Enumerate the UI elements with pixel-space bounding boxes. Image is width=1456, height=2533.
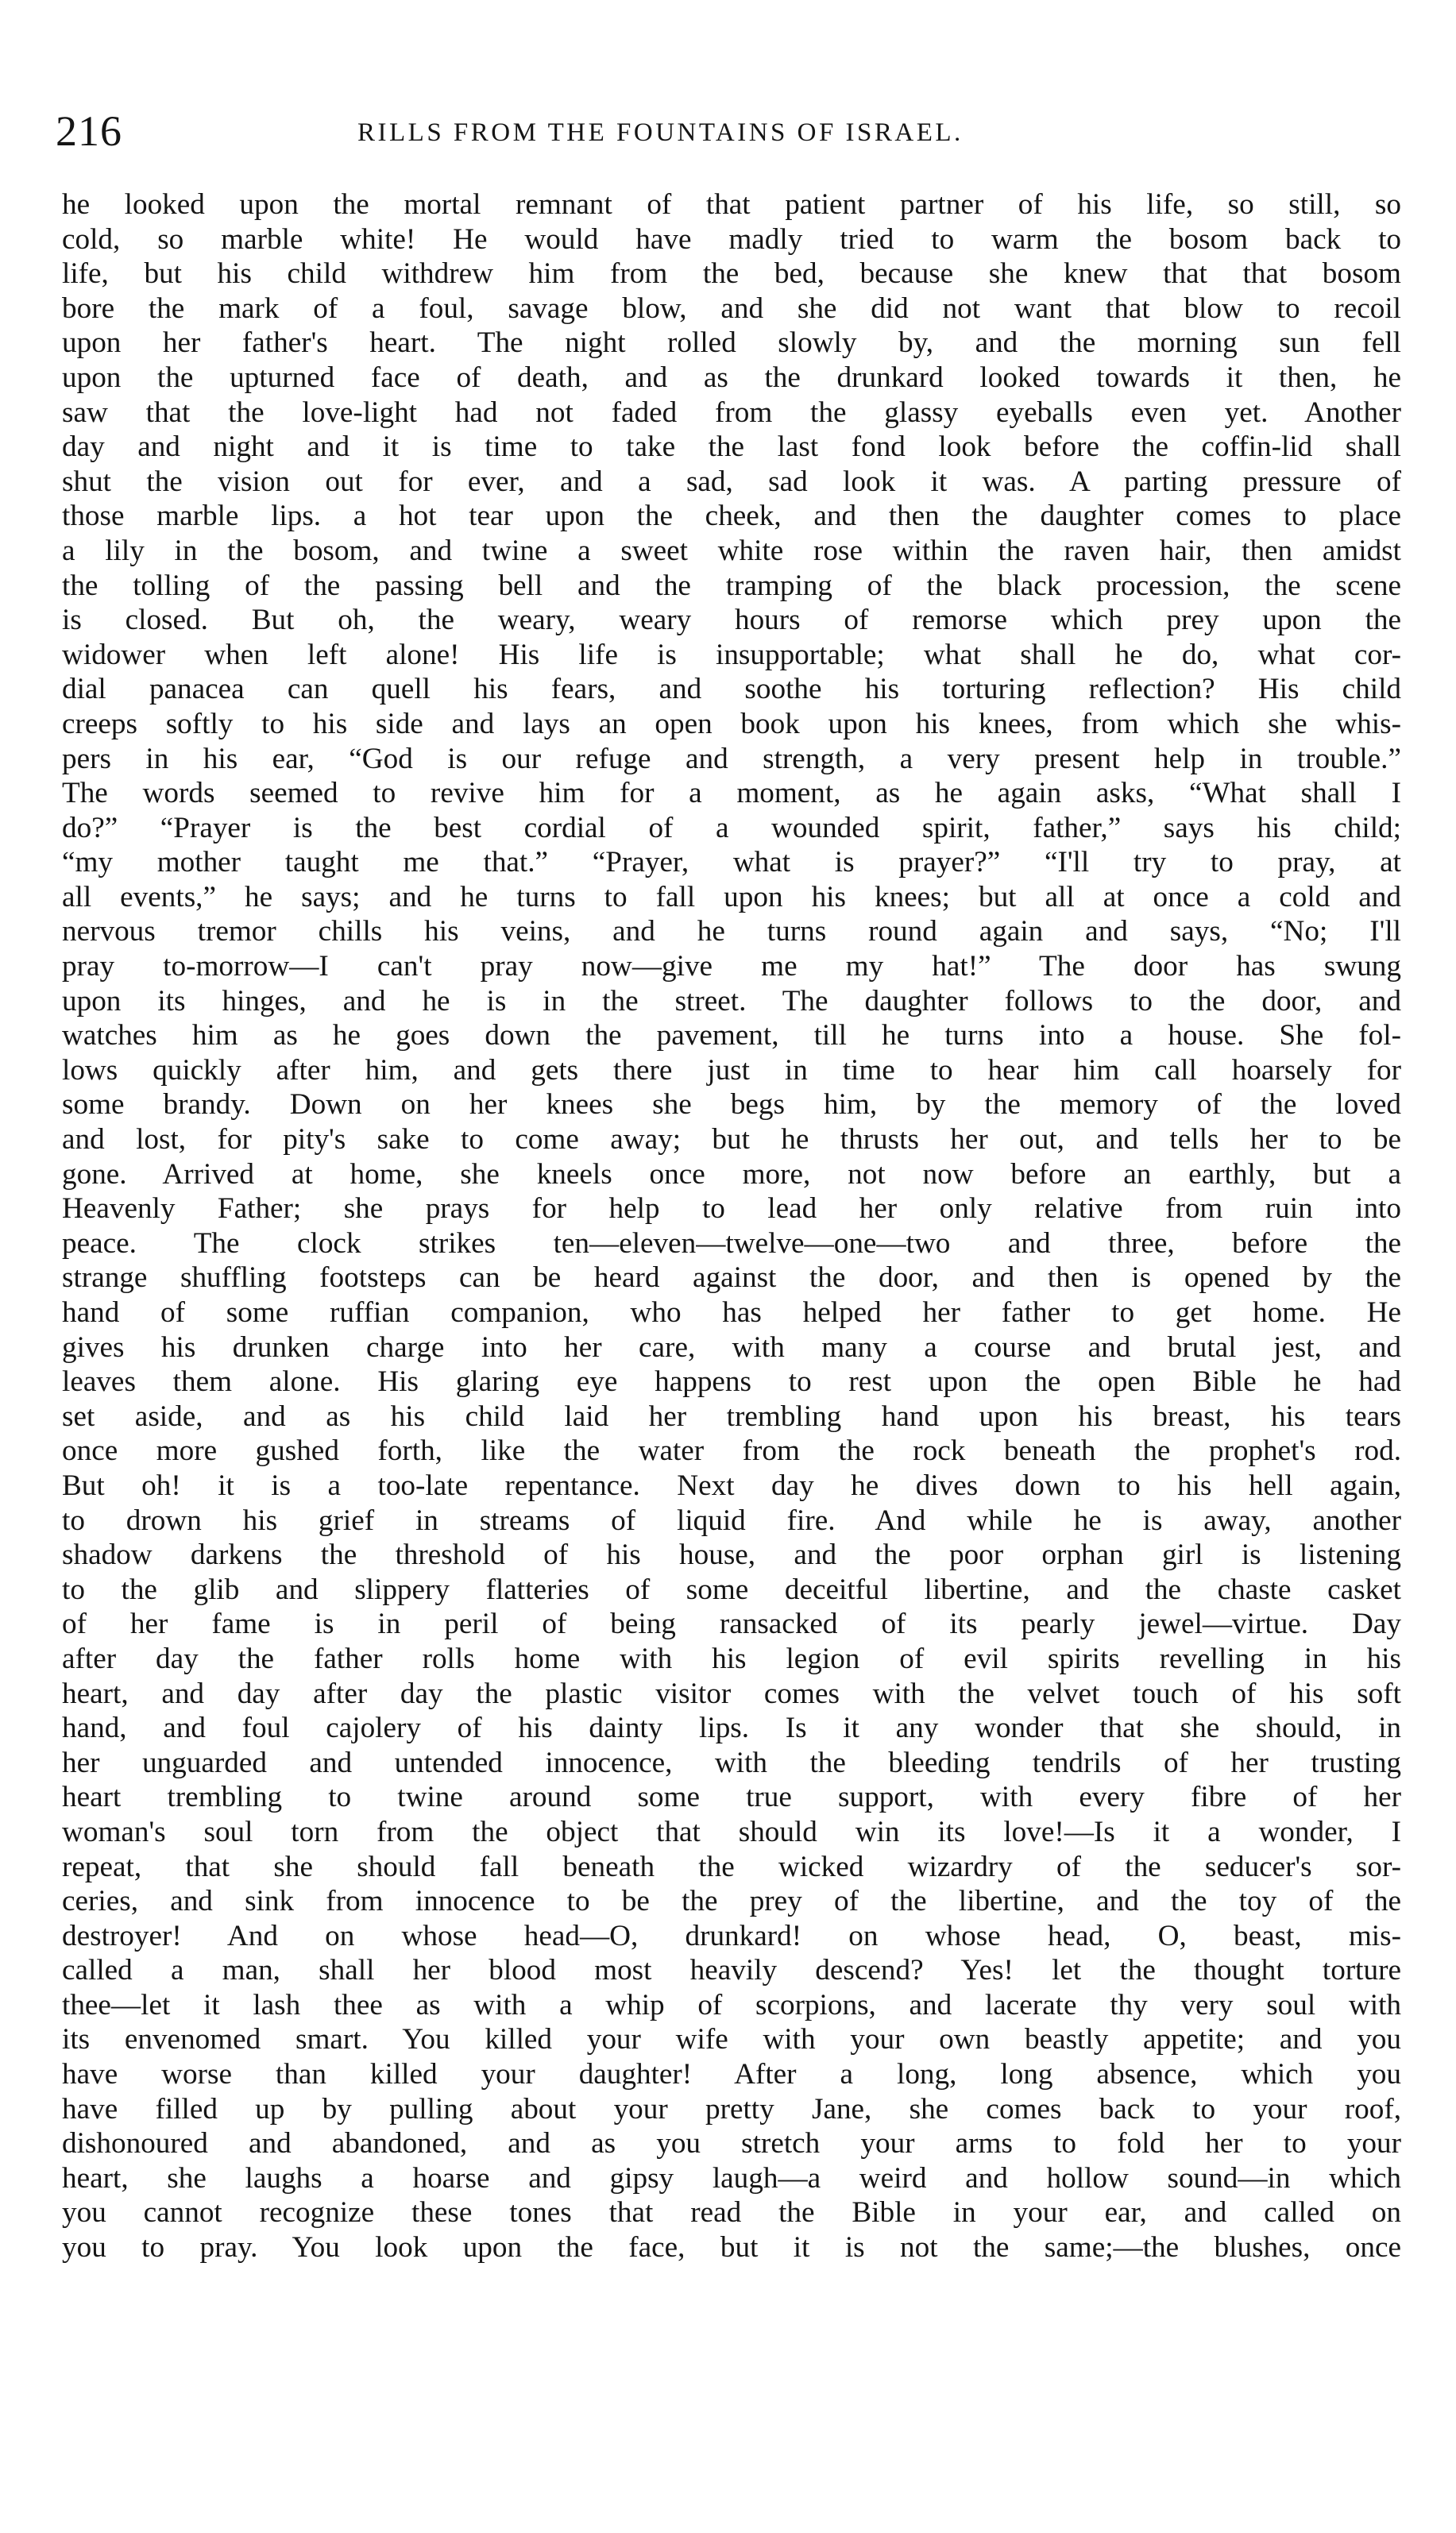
text-line: heart trembling to twine around some true support, with every fibre of her	[62, 1781, 1401, 1814]
text-line: hand of some ruffian companion, who has helped her father to get home. He	[62, 1296, 1401, 1329]
text-line: the tolling of the passing bell and the tramping of the black procession, the scene	[62, 569, 1401, 602]
text-line: widower when left alone! His life is insupportable; what shall he do, what cor-	[62, 638, 1401, 671]
text-line: all events,” he says; and he turns to fall upon his knees; but all at once a cold and	[62, 880, 1401, 913]
text-line: cold, so marble white! He would have madly tried to warm the bosom back to	[62, 222, 1401, 256]
text-line: creeps softly to his side and lays an open book upon his knees, from which she whis-	[62, 707, 1401, 740]
text-line: day and night and it is time to take the last fond look before the coffin-lid shall	[62, 431, 1401, 464]
text-line: you to pray. You look upon the face, but it is not the same;—the blushes, once	[62, 2231, 1401, 2265]
text-line: peace. The clock strikes ten—eleven—twelve—one—two and three, before the	[62, 1226, 1401, 1260]
running-head	[56, 103, 1398, 159]
text-line: thee—let it lash thee as with a whip of scorpions, and lacerate thy very soul with	[62, 1988, 1401, 2021]
text-line: called a man, shall her blood most heavily descend? Yes! let the thought torture	[62, 1954, 1401, 1987]
text-line: strange shuffling footsteps can be heard against the door, and then is opened by the	[62, 1261, 1401, 1295]
text-line: heart, she laughs a hoarse and gipsy laugh—a weird and hollow sound—in which	[62, 2161, 1401, 2195]
text-line: destroyer! And on whose head—O, drunkard! on whose head, O, beast, mis-	[62, 1919, 1401, 1952]
text-line: to drown his grief in streams of liquid fire. And while he is away, another	[62, 1504, 1401, 1537]
text-line: heart, and day after day the plastic visitor comes with the velvet touch of his soft	[62, 1677, 1401, 1710]
text-line: to the glib and slippery flatteries of some deceitful libertine, and the chaste casket	[62, 1573, 1401, 1606]
text-line: you cannot recognize these tones that read the Bible in your ear, and called on	[62, 2196, 1401, 2230]
text-line: he looked upon the mortal remnant of that patient partner of his life, so still, so	[62, 188, 1401, 221]
text-line: saw that the love-light had not faded from the glassy eyeballs even yet. Another	[62, 396, 1401, 429]
text-line: have filled up by pulling about your pretty Jane, she comes back to your roof,	[62, 2092, 1401, 2126]
running-title: RILLS FROM THE FOUNTAINS OF ISRAEL.	[357, 118, 964, 147]
text-line: those marble lips. a hot tear upon the cheek, and then the daughter comes to place	[62, 500, 1401, 533]
text-line: some brandy. Down on her knees she begs him, by the memory of the loved	[62, 1088, 1401, 1122]
text-line: “my mother taught me that.” “Prayer, what is prayer?” “I'll try to pray, at	[62, 846, 1401, 879]
text-line: watches him as he goes down the pavement, till he turns into a house. She fol-	[62, 1019, 1401, 1052]
text-line: pers in his ear, “God is our refuge and strength, a very present help in trouble.”	[62, 742, 1401, 775]
text-line: Heavenly Father; she prays for help to lead her only relative from ruin into	[62, 1192, 1401, 1226]
text-line: life, but his child withdrew him from the bed, because she knew that that bosom	[62, 257, 1401, 291]
text-line: hand, and foul cajolery of his dainty lips. Is it any wonder that she should, in	[62, 1712, 1401, 1745]
text-line: ceries, and sink from innocence to be the prey of the libertine, and the toy of the	[62, 1885, 1401, 1918]
text-line: of her fame is in peril of being ransacked of its pearly jewel—virtue. Day	[62, 1608, 1401, 1641]
text-line: woman's soul torn from the object that should win its love!—Is it a wonder, I	[62, 1815, 1401, 1848]
text-line: do?” “Prayer is the best cordial of a wounded spirit, father,” says his child;	[62, 811, 1401, 844]
text-line: once more gushed forth, like the water from the rock beneath the prophet's rod.	[62, 1434, 1401, 1468]
text-line: its envenomed smart. You killed your wife with your own beastly appetite; and you	[62, 2023, 1401, 2056]
text-line: leaves them alone. His glaring eye happens to rest upon the open Bible he had	[62, 1365, 1401, 1399]
text-line: dishonoured and abandoned, and as you stretch your arms to fold her to your	[62, 2127, 1401, 2160]
text-line: her unguarded and untended innocence, with the bleeding tendrils of her trusting	[62, 1746, 1401, 1779]
text-line: and lost, for pity's sake to come away; but he thrusts her out, and tells her to be	[62, 1123, 1401, 1156]
text-line: dial panacea can quell his fears, and soothe his torturing reflection? His child	[62, 673, 1401, 706]
text-line: gives his drunken charge into her care, with many a course and brutal jest, and	[62, 1330, 1401, 1364]
text-line: upon her father's heart. The night rolled slowly by, and the morning sun fell	[62, 326, 1401, 360]
page-number: 216	[56, 107, 122, 155]
text-line: repeat, that she should fall beneath the wicked wizardry of the seducer's sor-	[62, 1850, 1401, 1883]
text-line: after day the father rolls home with his legion of evil spirits revelling in his	[62, 1642, 1401, 1675]
text-line: nervous tremor chills his veins, and he turns round again and says, “No; I'll	[62, 915, 1401, 948]
text-line: shadow darkens the threshold of his house, and the poor orphan girl is listening	[62, 1539, 1401, 1572]
text-line: pray to-morrow—I can't pray now—give me my hat!” The door has swung	[62, 950, 1401, 983]
text-line: The words seemed to revive him for a moment, as he again asks, “What shall I	[62, 777, 1401, 810]
body-text	[62, 187, 1401, 2265]
text-line: have worse than killed your daughter! After a long, long absence, which you	[62, 2058, 1401, 2091]
text-line: gone. Arrived at home, she kneels once more, not now before an earthly, but a	[62, 1157, 1401, 1191]
text-line: set aside, and as his child laid her trembling hand upon his breast, his tears	[62, 1400, 1401, 1433]
text-line: shut the vision out for ever, and a sad, sad look it was. A parting pressure of	[62, 465, 1401, 498]
text-line: a lily in the bosom, and twine a sweet white rose within the raven hair, then amidst	[62, 534, 1401, 567]
text-line: upon the upturned face of death, and as the drunkard looked towards it then, he	[62, 361, 1401, 394]
text-line: is closed. But oh, the weary, weary hours of remorse which prey upon the	[62, 604, 1401, 637]
text-line: upon its hinges, and he is in the street. The daughter follows to the door, and	[62, 984, 1401, 1017]
text-line: But oh! it is a too-late repentance. Next day he dives down to his hell again,	[62, 1469, 1401, 1502]
text-line: lows quickly after him, and gets there just in time to hear him call hoarsely for	[62, 1053, 1401, 1087]
text-line: bore the mark of a foul, savage blow, and she did not want that blow to recoil	[62, 292, 1401, 325]
